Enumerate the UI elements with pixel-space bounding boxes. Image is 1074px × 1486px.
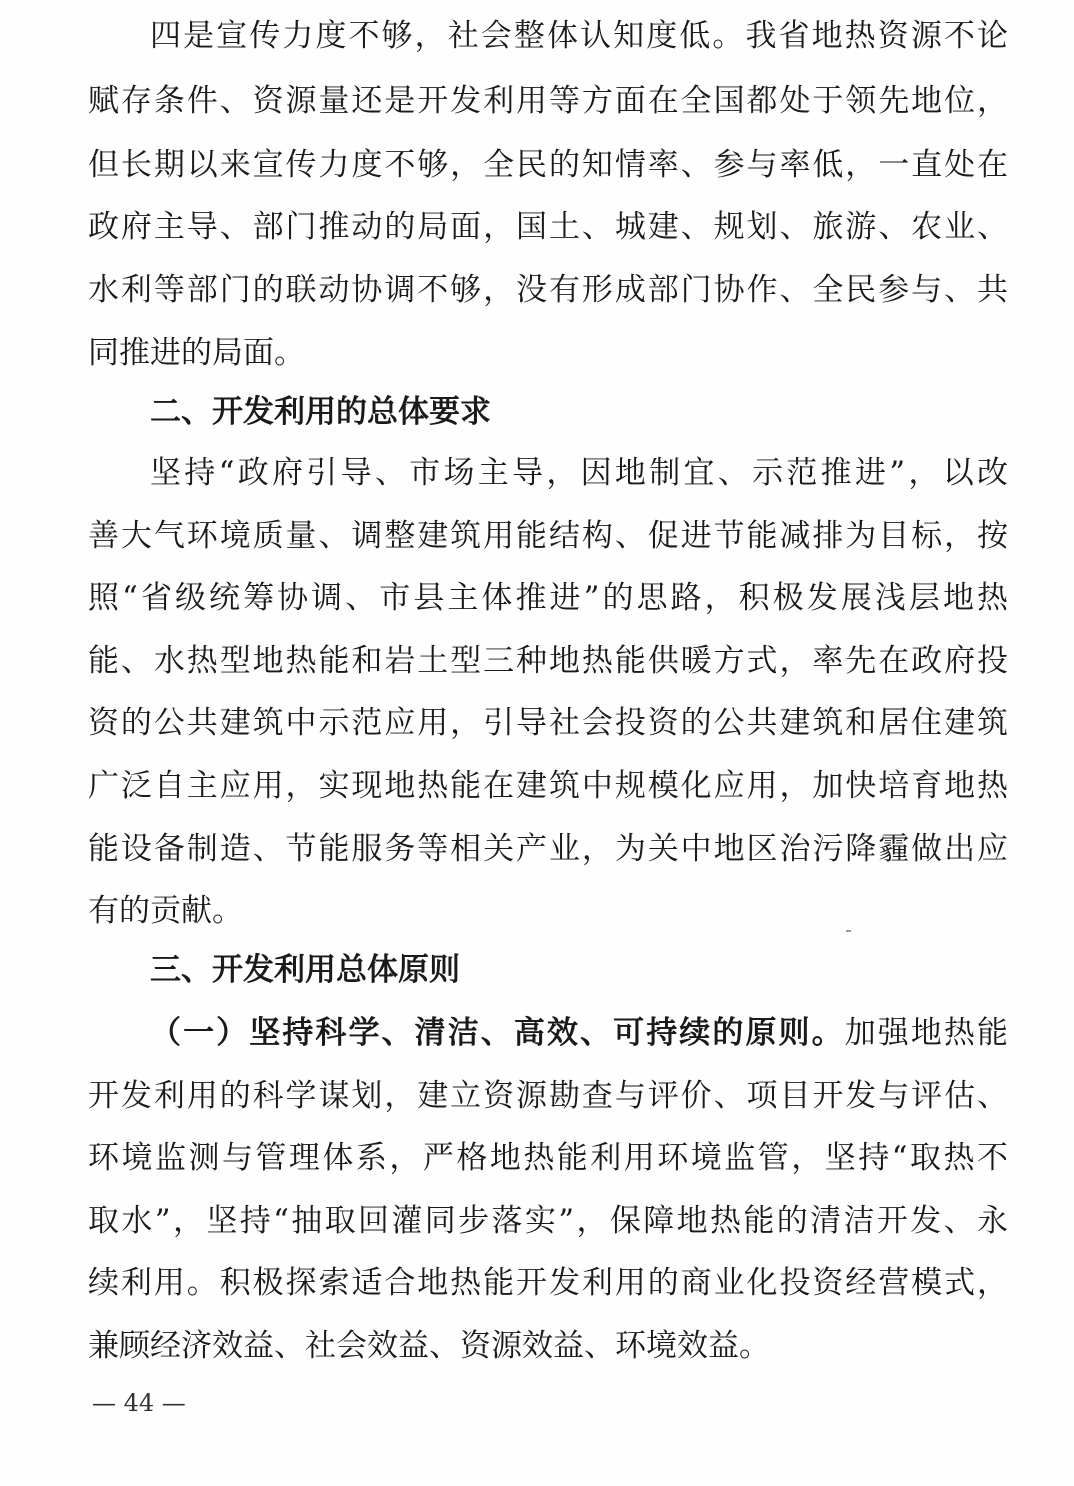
- paragraph-1-line-3: 但长期以来宣传力度不够，全民的知情率、参与率低，一直处在: [88, 147, 1008, 183]
- paragraph-3-line-6: 兼顾经济效益、社会效益、资源效益、环境效益。: [88, 1328, 770, 1364]
- paragraph-1-line-5: 水利等部门的联动协调不够，没有形成部门协作、全民参与、共: [88, 272, 1008, 308]
- paragraph-3-line-5: 续利用。积极探索适合地热能开发利用的商业化投资经营模式，: [88, 1265, 1008, 1301]
- scan-speck: [846, 930, 851, 932]
- paragraph-3-line-1: [150, 1013, 1008, 1053]
- paragraph-3-line-4: 取水”，坚持“抽取回灌同步落实”，保障地热能的清洁开发、永: [88, 1203, 1008, 1239]
- principle-1-text-start: 加强地热能: [844, 1015, 1008, 1051]
- paragraph-1-line-2: 赋存条件、资源量还是开发利用等方面在全国都处于领先地位，: [88, 83, 1008, 119]
- paragraph-2-line-1: 坚持“政府引导、市场主导，因地制宜、示范推进”，以改: [150, 455, 1008, 491]
- paragraph-1-line-4: 政府主导、部门推动的局面，国土、城建、规划、旅游、农业、: [88, 209, 1008, 245]
- principle-1-title: （一）坚持科学、清洁、高效、可持续的原则。: [150, 1015, 845, 1051]
- page-number: — 44 —: [92, 1389, 186, 1417]
- section-heading-3: 三、开发利用总体原则: [150, 952, 460, 988]
- paragraph-2-line-8: 有的贡献。: [88, 893, 243, 929]
- paragraph-2-line-3: 照“省级统筹协调、市县主体推进”的思路，积极发展浅层地热: [88, 580, 1008, 616]
- paragraph-2-line-7: 能设备制造、节能服务等相关产业，为关中地区治污降霾做出应: [88, 831, 1008, 867]
- paragraph-2-line-5: 资的公共建筑中示范应用，引导社会投资的公共建筑和居住建筑: [88, 705, 1008, 741]
- paragraph-2-line-4: 能、水热型地热能和岩土型三种地热能供暖方式，率先在政府投: [88, 643, 1008, 679]
- paragraph-3-line-3: 环境监测与管理体系，严格地热能利用环境监管，坚持“取热不: [88, 1140, 1008, 1176]
- paragraph-2-line-2: 善大气环境质量、调整建筑用能结构、促进节能减排为目标，按: [88, 518, 1008, 554]
- paragraph-1-line-6: 同推进的局面。: [88, 335, 305, 371]
- paragraph-2-line-6: 广泛自主应用，实现地热能在建筑中规模化应用，加快培育地热: [88, 768, 1008, 804]
- section-heading-2: 二、开发利用的总体要求: [150, 394, 491, 430]
- paragraph-1-line-1: 四是宣传力度不够，社会整体认知度低。我省地热资源不论: [150, 18, 1008, 54]
- paragraph-3-line-2: 开发利用的科学谋划，建立资源勘查与评价、项目开发与评估、: [88, 1078, 1008, 1114]
